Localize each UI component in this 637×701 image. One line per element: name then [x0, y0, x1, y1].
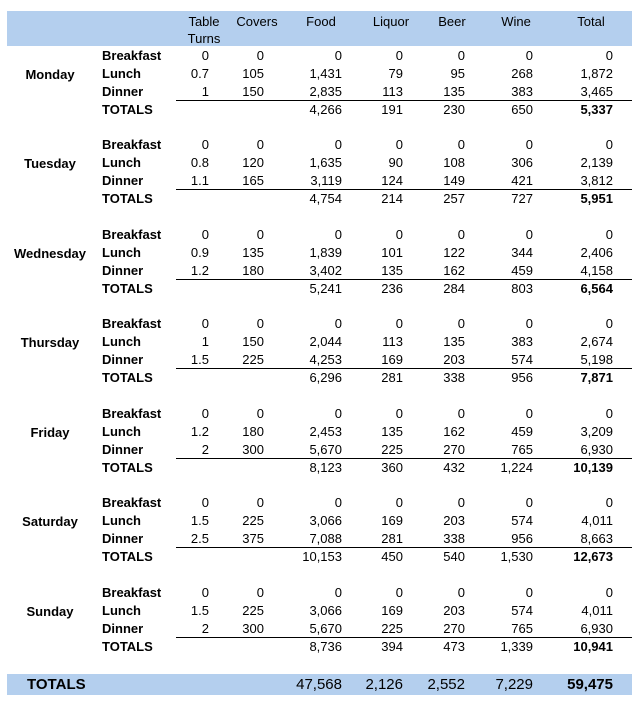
- cell: 956: [511, 531, 533, 546]
- meal-row: [0, 423, 637, 441]
- cell: 3,119: [310, 173, 342, 188]
- header-beer: Beer: [438, 14, 466, 29]
- totals-label: TOTALS: [102, 549, 153, 564]
- totals-cell: 257: [443, 191, 465, 206]
- cell: 124: [381, 173, 403, 188]
- cell: 306: [511, 155, 533, 170]
- cell: 95: [450, 66, 465, 81]
- cell: 2.5: [190, 531, 209, 546]
- cell: 0: [605, 495, 613, 510]
- cell: 765: [511, 442, 533, 457]
- cell: 0: [605, 316, 613, 331]
- cell: 149: [443, 173, 465, 188]
- day-name: Thursday: [20, 335, 80, 350]
- meal-row: [0, 620, 637, 638]
- cell: 101: [381, 245, 403, 260]
- cell: 135: [381, 263, 403, 278]
- totals-row: [0, 101, 637, 119]
- totals-row: [0, 638, 637, 656]
- totals-cell: 4,754: [309, 191, 342, 206]
- cell: 300: [242, 442, 264, 457]
- cell: 0.9: [190, 245, 209, 260]
- meal-label: Lunch: [102, 66, 141, 81]
- cell: 0: [457, 495, 465, 510]
- cell: 1.5: [190, 513, 209, 528]
- totals-cell: 5,241: [309, 281, 342, 296]
- meal-row: [0, 83, 637, 101]
- cell: 0: [201, 227, 209, 242]
- cell: 1.1: [190, 173, 209, 188]
- day-name: Sunday: [26, 604, 74, 619]
- cell: 4,011: [581, 603, 613, 618]
- cell: 0: [201, 406, 209, 421]
- day-group: [0, 315, 637, 405]
- meal-row: [0, 530, 637, 548]
- cell: 0: [201, 316, 209, 331]
- meal-row: [0, 512, 637, 530]
- cell: 180: [242, 424, 264, 439]
- header-row: [7, 11, 632, 46]
- cell: 1,839: [309, 245, 342, 260]
- cell: 0: [457, 137, 465, 152]
- totals-cell: 6,296: [309, 370, 342, 385]
- cell: 0: [201, 48, 209, 63]
- cell: 270: [443, 442, 465, 457]
- totals-cell: 8,736: [309, 639, 342, 654]
- cell: 7,088: [309, 531, 342, 546]
- cell: 5,670: [309, 621, 342, 636]
- cell: 225: [242, 603, 264, 618]
- cell: 3,402: [309, 263, 342, 278]
- totals-cell: 360: [381, 460, 403, 475]
- cell: 169: [381, 603, 403, 618]
- totals-cell: 1,224: [500, 460, 533, 475]
- cell: 225: [381, 442, 403, 457]
- meal-label: Breakfast: [102, 585, 162, 600]
- cell: 225: [381, 621, 403, 636]
- totals-cell: 338: [443, 370, 465, 385]
- cell: 0: [201, 495, 209, 510]
- cell: 0: [256, 48, 264, 63]
- cell: 0: [334, 495, 342, 510]
- meal-label: Lunch: [102, 334, 141, 349]
- meal-label: Breakfast: [102, 48, 162, 63]
- cell: 1.2: [190, 263, 209, 278]
- meal-label: Lunch: [102, 603, 141, 618]
- totals-cell: 284: [443, 281, 465, 296]
- cell: 135: [443, 84, 465, 99]
- totals-row: [0, 190, 637, 208]
- meal-label: Lunch: [102, 245, 141, 260]
- grand-totals-label: TOTALS: [27, 676, 86, 693]
- day-group: [0, 136, 637, 226]
- cell: 0: [395, 406, 403, 421]
- meal-label: Lunch: [102, 155, 141, 170]
- totals-cell: 956: [511, 370, 533, 385]
- cell: 574: [511, 352, 533, 367]
- cell: 180: [242, 263, 264, 278]
- header-covers: Covers: [236, 14, 278, 29]
- cell: 203: [443, 513, 465, 528]
- cell: 90: [388, 155, 403, 170]
- cell: 0: [334, 406, 342, 421]
- cell: 0: [201, 137, 209, 152]
- totals-cell: 10,139: [573, 460, 613, 475]
- cell: 162: [443, 263, 465, 278]
- cell: 203: [443, 603, 465, 618]
- cell: 344: [511, 245, 533, 260]
- meal-row: [0, 262, 637, 280]
- cell: 165: [242, 173, 264, 188]
- meal-row: [0, 494, 637, 512]
- totals-cell: 12,673: [573, 549, 613, 564]
- meal-label: Breakfast: [102, 406, 162, 421]
- day-name: Friday: [30, 425, 70, 440]
- cell: 6,930: [580, 442, 613, 457]
- cell: 0: [457, 227, 465, 242]
- meal-row: [0, 154, 637, 172]
- day-group: [0, 584, 637, 674]
- meal-row: [0, 47, 637, 65]
- totals-cell: 432: [443, 460, 465, 475]
- meal-row: [0, 172, 637, 190]
- totals-cell: 5,951: [580, 191, 613, 206]
- day-group: [0, 405, 637, 495]
- totals-label: TOTALS: [102, 102, 153, 117]
- cell: 1: [201, 84, 209, 99]
- cell: 0: [525, 406, 533, 421]
- cell: 0: [256, 585, 264, 600]
- grand-total-food: 47,568: [296, 676, 342, 693]
- totals-cell: 1,530: [500, 549, 533, 564]
- meal-label: Breakfast: [102, 137, 162, 152]
- cell: 108: [443, 155, 465, 170]
- cell: 375: [242, 531, 264, 546]
- cell: 0: [334, 227, 342, 242]
- totals-row: [0, 369, 637, 387]
- cell: 79: [388, 66, 403, 81]
- totals-cell: 10,153: [302, 549, 342, 564]
- cell: 0: [395, 137, 403, 152]
- totals-cell: 5,337: [580, 102, 613, 117]
- cell: 0: [334, 316, 342, 331]
- totals-cell: 450: [381, 549, 403, 564]
- cell: 0: [605, 48, 613, 63]
- cell: 2,835: [309, 84, 342, 99]
- cell: 2,139: [580, 155, 613, 170]
- day-name: Saturday: [22, 514, 78, 529]
- totals-cell: 540: [443, 549, 465, 564]
- meal-label: Breakfast: [102, 227, 162, 242]
- day-name: Monday: [25, 67, 75, 82]
- cell: 338: [443, 531, 465, 546]
- totals-cell: 1,339: [500, 639, 533, 654]
- cell: 1,872: [580, 66, 613, 81]
- cell: 3,066: [309, 603, 342, 618]
- totals-cell: 236: [381, 281, 403, 296]
- cell: 0: [395, 495, 403, 510]
- cell: 0: [457, 316, 465, 331]
- grand-total-liquor: 2,126: [365, 676, 403, 693]
- cell: 0: [334, 48, 342, 63]
- totals-cell: 4,266: [309, 102, 342, 117]
- totals-cell: 727: [511, 191, 533, 206]
- cell: 0: [605, 406, 613, 421]
- cell: 150: [242, 84, 264, 99]
- header-total: Total: [577, 14, 605, 29]
- cell: 169: [381, 352, 403, 367]
- cell: 1.2: [190, 424, 209, 439]
- cell: 2: [201, 621, 209, 636]
- meal-label: Lunch: [102, 424, 141, 439]
- totals-label: TOTALS: [102, 460, 153, 475]
- cell: 120: [242, 155, 264, 170]
- cell: 0: [457, 48, 465, 63]
- cell: 0: [256, 495, 264, 510]
- cell: 135: [443, 334, 465, 349]
- totals-row: [0, 459, 637, 477]
- totals-row: [0, 548, 637, 566]
- grand-totals-row: [7, 674, 632, 695]
- cell: 0: [525, 585, 533, 600]
- totals-cell: 650: [511, 102, 533, 117]
- cell: 0: [201, 585, 209, 600]
- meal-row: [0, 333, 637, 351]
- cell: 150: [242, 334, 264, 349]
- header-table-turns: Table Turns: [187, 14, 221, 46]
- cell: 4,011: [581, 513, 613, 528]
- cell: 0: [334, 137, 342, 152]
- cell: 4,158: [580, 263, 613, 278]
- cell: 113: [382, 334, 403, 349]
- grand-total-beer: 2,552: [427, 676, 465, 693]
- totals-label: TOTALS: [102, 281, 153, 296]
- meal-label: Dinner: [102, 173, 144, 188]
- totals-cell: 8,123: [309, 460, 342, 475]
- cell: 459: [511, 263, 533, 278]
- totals-row: [0, 280, 637, 298]
- meal-row: [0, 136, 637, 154]
- cell: 383: [511, 84, 533, 99]
- totals-label: TOTALS: [102, 370, 153, 385]
- day-name: Wednesday: [13, 246, 86, 261]
- totals-cell: 394: [381, 639, 403, 654]
- cell: 3,209: [580, 424, 613, 439]
- cell: 1: [201, 334, 209, 349]
- cell: 574: [511, 603, 533, 618]
- cell: 0: [395, 316, 403, 331]
- meal-row: [0, 584, 637, 602]
- meal-row: [0, 315, 637, 333]
- meal-label: Breakfast: [102, 495, 162, 510]
- totals-cell: 214: [381, 191, 403, 206]
- cell: 169: [381, 513, 403, 528]
- cell: 2,453: [309, 424, 342, 439]
- meal-label: Dinner: [102, 442, 144, 457]
- cell: 3,812: [580, 173, 613, 188]
- meal-label: Dinner: [102, 263, 144, 278]
- meal-row: [0, 351, 637, 369]
- cell: 8,663: [580, 531, 613, 546]
- meal-row: [0, 65, 637, 83]
- totals-cell: 803: [511, 281, 533, 296]
- cell: 6,930: [580, 621, 613, 636]
- cell: 0: [525, 495, 533, 510]
- cell: 0: [256, 227, 264, 242]
- meal-row: [0, 226, 637, 244]
- totals-cell: 10,941: [573, 639, 613, 654]
- cell: 0: [395, 585, 403, 600]
- cell: 5,670: [309, 442, 342, 457]
- totals-cell: 191: [381, 102, 403, 117]
- cell: 0: [525, 48, 533, 63]
- cell: 5,198: [580, 352, 613, 367]
- cell: 225: [242, 352, 264, 367]
- cell: 122: [443, 245, 465, 260]
- meal-label: Dinner: [102, 621, 144, 636]
- cell: 2: [201, 442, 209, 457]
- meal-label: Dinner: [102, 531, 144, 546]
- cell: 3,465: [580, 84, 613, 99]
- totals-cell: 281: [381, 370, 403, 385]
- meal-row: [0, 244, 637, 262]
- cell: 0: [256, 137, 264, 152]
- day-group: [0, 226, 637, 316]
- cell: 459: [511, 424, 533, 439]
- cell: 0: [525, 137, 533, 152]
- cell: 383: [511, 334, 533, 349]
- totals-label: TOTALS: [102, 191, 153, 206]
- cell: 1.5: [190, 352, 209, 367]
- cell: 1,431: [309, 66, 342, 81]
- cell: 135: [381, 424, 403, 439]
- cell: 281: [381, 531, 403, 546]
- cell: 0: [334, 585, 342, 600]
- cell: 300: [242, 621, 264, 636]
- day-group: [0, 494, 637, 584]
- cell: 2,406: [580, 245, 613, 260]
- totals-cell: 7,871: [580, 370, 613, 385]
- meal-row: [0, 441, 637, 459]
- cell: 203: [443, 352, 465, 367]
- meal-label: Lunch: [102, 513, 141, 528]
- cell: 0: [525, 227, 533, 242]
- cell: 0: [605, 137, 613, 152]
- header-food: Food: [306, 14, 336, 29]
- cell: 0: [605, 585, 613, 600]
- cell: 421: [511, 173, 533, 188]
- totals-cell: 230: [443, 102, 465, 117]
- cell: 2,044: [309, 334, 342, 349]
- cell: 0: [525, 316, 533, 331]
- meal-label: Breakfast: [102, 316, 162, 331]
- cell: 105: [242, 66, 264, 81]
- cell: 0: [457, 406, 465, 421]
- totals-label: TOTALS: [102, 639, 153, 654]
- meal-label: Dinner: [102, 352, 144, 367]
- cell: 0: [605, 227, 613, 242]
- totals-cell: 6,564: [580, 281, 613, 296]
- cell: 135: [242, 245, 264, 260]
- header-liquor: Liquor: [372, 14, 410, 29]
- cell: 0: [457, 585, 465, 600]
- cell: 0.8: [190, 155, 209, 170]
- cell: 3,066: [309, 513, 342, 528]
- grand-total-total: 59,475: [567, 676, 613, 693]
- cell: 162: [443, 424, 465, 439]
- cell: 0: [256, 406, 264, 421]
- cell: 4,253: [309, 352, 342, 367]
- cell: 0: [395, 48, 403, 63]
- meal-label: Dinner: [102, 84, 144, 99]
- cell: 0.7: [190, 66, 209, 81]
- day-group: [0, 47, 637, 137]
- cell: 268: [511, 66, 533, 81]
- cell: 113: [382, 84, 403, 99]
- grand-total-wine: 7,229: [495, 676, 533, 693]
- meal-row: [0, 405, 637, 423]
- cell: 574: [511, 513, 533, 528]
- cell: 270: [443, 621, 465, 636]
- totals-cell: 473: [443, 639, 465, 654]
- header-wine: Wine: [501, 14, 531, 29]
- cell: 0: [395, 227, 403, 242]
- cell: 0: [256, 316, 264, 331]
- cell: 2,674: [580, 334, 613, 349]
- cell: 1,635: [309, 155, 342, 170]
- day-name: Tuesday: [24, 156, 76, 171]
- cell: 225: [242, 513, 264, 528]
- cell: 765: [511, 621, 533, 636]
- cell: 1.5: [190, 603, 209, 618]
- meal-row: [0, 602, 637, 620]
